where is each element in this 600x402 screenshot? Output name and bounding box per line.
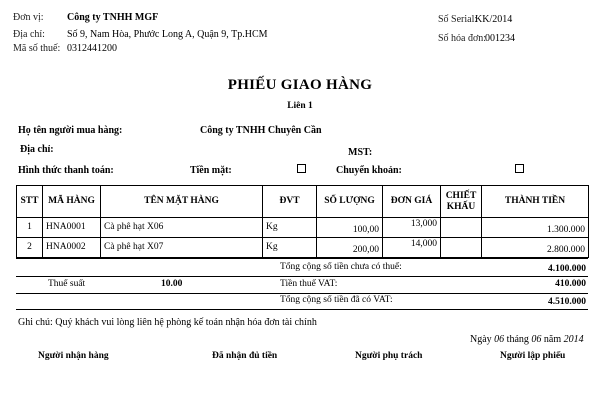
seller-tax-code: 0312441200 (67, 43, 117, 54)
col-header-stt: STT (17, 186, 43, 218)
row-discount (441, 218, 482, 238)
summary-mid-rule (16, 276, 588, 277)
total-value: 4.510.000 (548, 297, 586, 307)
vat-label: Tiền thuế VAT: (280, 279, 338, 289)
row-price: 13,000 (383, 218, 441, 238)
summary-rule (16, 293, 588, 294)
seller-name-label: Đơn vị: (13, 12, 44, 23)
serial-label: Số Serial: (438, 14, 478, 25)
vat-value: 410.000 (555, 279, 586, 289)
summary-top-rule (16, 258, 588, 259)
copy-label: Liên 1 (287, 101, 313, 111)
row-name: Cà phê hạt X07 (101, 238, 263, 258)
buyer-address-label: Địa chỉ: (20, 144, 54, 155)
date-year: 2014 (563, 334, 584, 345)
seller-tax-label: Mã số thuế: (13, 43, 61, 54)
buyer-mst-label: MST: (348, 147, 373, 158)
row-unit: Kg (263, 218, 317, 238)
row-price: 14,000 (383, 238, 441, 258)
signature-payment-received: Đã nhận đủ tiền (212, 351, 278, 361)
row-code: HNA0002 (43, 238, 101, 258)
date-prefix: Ngày (470, 334, 492, 345)
date-year-word: năm (543, 334, 562, 345)
items-table (16, 185, 589, 258)
document-title: PHIẾU GIAO HÀNG (227, 77, 373, 93)
seller-address-label: Địa chỉ: (13, 29, 45, 40)
table-header-row (17, 186, 589, 218)
buyer-name-label: Họ tên người mua hàng: (18, 125, 123, 136)
row-stt: 1 (17, 218, 43, 238)
tax-rate-label: Thuế suất (48, 279, 86, 289)
seller-name: Công ty TNHH MGF (67, 12, 159, 23)
col-header-discount: CHIẾT KHẤU (441, 186, 482, 218)
tax-rate-value: 10.00 (161, 279, 183, 289)
row-amount: 1.300.000 (482, 218, 589, 238)
invoice-number: 001234 (485, 33, 515, 44)
invoice-number-label: Số hóa đơn: (438, 33, 487, 44)
row-amount: 2.800.000 (482, 238, 589, 258)
buyer-name: Công ty TNHH Chuyên Cần (200, 125, 322, 136)
cash-label: Tiền mặt: (190, 165, 232, 176)
col-header-unit: ĐVT (263, 186, 317, 218)
row-qty: 200,00 (317, 238, 383, 258)
transfer-checkbox[interactable] (515, 164, 524, 173)
signature-receiver: Người nhận hàng (38, 351, 109, 361)
serial-value: KK/2014 (475, 14, 513, 25)
table-row (17, 218, 589, 238)
col-header-price: ĐƠN GIÁ (383, 186, 441, 218)
signature-manager: Người phụ trách (355, 351, 423, 361)
total-label: Tổng cộng số tiền đã có VAT: (280, 295, 393, 305)
col-header-amount: THÀNH TIỀN (482, 186, 589, 218)
subtotal-value: 4.100.000 (548, 264, 586, 274)
subtotal-label: Tổng cộng số tiền chưa có thuế: (280, 262, 402, 272)
col-header-qty: SỐ LƯỢNG (317, 186, 383, 218)
date-month-word: tháng (506, 334, 529, 345)
col-header-code: MÃ HÀNG (43, 186, 101, 218)
row-qty: 100,00 (317, 218, 383, 238)
note-text: Ghi chú: Quý khách vui lòng liên hệ phòng kế toán nhận hóa đơn tài chính (18, 317, 317, 328)
row-discount (441, 238, 482, 258)
summary-bottom-rule (16, 309, 588, 310)
date-day: 06 (494, 334, 505, 345)
seller-address: Số 9, Nam Hòa, Phước Long A, Quận 9, Tp.HCM (67, 29, 268, 40)
table-row (17, 238, 589, 258)
transfer-label: Chuyển khoản: (336, 165, 402, 176)
cash-checkbox[interactable] (297, 164, 306, 173)
row-unit: Kg (263, 238, 317, 258)
date-month: 06 (531, 334, 542, 345)
row-name: Cà phê hạt X06 (101, 218, 263, 238)
row-stt: 2 (17, 238, 43, 258)
row-code: HNA0001 (43, 218, 101, 238)
date-line (470, 335, 584, 345)
col-header-name: TÊN MẶT HÀNG (101, 186, 263, 218)
payment-method-label: Hình thức thanh toán: (18, 165, 114, 176)
signature-preparer: Người lập phiếu (500, 351, 566, 361)
